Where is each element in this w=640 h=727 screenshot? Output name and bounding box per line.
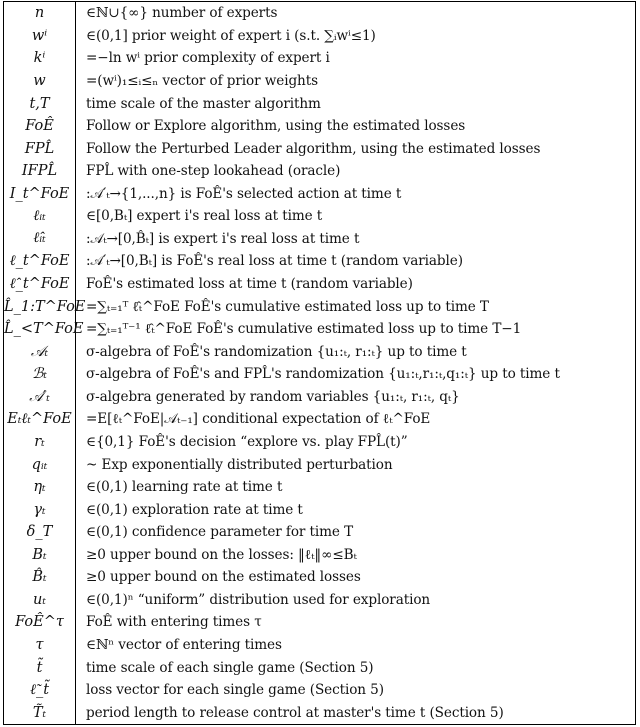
description-cell: ∈(0,1] prior weight of expert i (s.t. ∑ᵢwⁱ≤1) — [86, 27, 376, 44]
description-cell: FoÊ's estimated loss at time t (random variable) — [86, 276, 413, 293]
table-row — [4, 160, 635, 183]
description-cell: =(wⁱ)₁≤ᵢ≤ₙ vector of prior weights — [86, 72, 318, 89]
table-row — [4, 679, 635, 702]
symbol-cell: ηₜ — [33, 479, 46, 496]
description-cell: ≥0 upper bound on the losses: ‖ℓₜ‖∞≤Bₜ — [86, 546, 357, 563]
symbol-cell: ℓ_t^FoE — [9, 252, 70, 269]
table-row — [4, 115, 635, 138]
table-row — [4, 521, 635, 544]
table-row — [4, 295, 635, 318]
description-cell: ∈(0,1) exploration rate at time t — [86, 501, 303, 518]
table-row — [4, 498, 635, 521]
table-row — [4, 2, 635, 25]
symbol-cell: ℓᵢₜ — [33, 207, 46, 224]
symbol-cell: τ — [35, 637, 44, 654]
table-row — [4, 183, 635, 206]
symbol-cell: 𝒜ₜ — [30, 343, 49, 360]
table-row — [4, 589, 635, 612]
description-cell: =∑ₜ₌₁ᵀ ℓ̂ₜ^FoE FoÊ's cumulative estimated loss up to time T — [86, 298, 489, 315]
table-row — [4, 70, 635, 93]
symbol-cell: FPL̂ — [24, 140, 55, 157]
table-row — [4, 47, 635, 70]
description-cell: σ-algebra generated by random variables {u₁:ₜ, r₁:ₜ, qₜ} — [86, 388, 460, 405]
description-cell: time scale of each single game (Section 5) — [86, 659, 374, 676]
description-cell: :𝒜ₜ→[0,B̂ₜ] is expert i's real loss at time t — [86, 230, 360, 247]
description-cell: Follow or Explore algorithm, using the estimated losses — [86, 118, 466, 135]
description-cell: ≥0 upper bound on the estimated losses — [86, 569, 361, 586]
description-cell: ∈{0,1} FoÊ's decision “explore vs. play FPL̂(t)” — [86, 433, 408, 450]
symbol-cell: T̃ₜ — [32, 704, 47, 721]
symbol-cell: FoÊ^τ — [15, 614, 64, 631]
table-row — [4, 544, 635, 567]
symbol-cell: t̃ — [36, 659, 43, 676]
description-cell: ∈(0,1)ⁿ “uniform” distribution used for exploration — [86, 591, 431, 608]
table-row — [4, 363, 635, 386]
symbol-cell: IFPL̂ — [21, 163, 58, 180]
notation-table — [3, 1, 636, 725]
table-row — [4, 656, 635, 679]
description-cell: time scale of the master algorithm — [86, 95, 321, 112]
symbol-cell: ℓ̂_t^FoE — [9, 275, 70, 292]
description-cell: =−ln wⁱ prior complexity of expert i — [86, 50, 330, 67]
table-row — [4, 453, 635, 476]
table-row — [4, 318, 635, 341]
description-cell: ∈ℕ∪{∞} number of experts — [86, 5, 278, 22]
description-cell: ~ Exp exponentially distributed perturbation — [86, 456, 393, 473]
symbol-cell: B̂ₜ — [32, 569, 47, 586]
table-rows — [4, 2, 635, 724]
description-cell: =E[ℓₜ^FoE|𝒜ₜ₋₁] conditional expectation of ℓₜ^FoE — [86, 411, 431, 428]
symbol-cell: 𝒜′ₜ — [29, 388, 50, 405]
symbol-cell: n — [34, 5, 45, 22]
symbol-cell: rₜ — [34, 433, 45, 450]
description-cell: period length to release control at master's time t (Section 5) — [86, 704, 504, 721]
table-row — [4, 25, 635, 48]
symbol-cell: uₜ — [33, 591, 46, 608]
table-row — [4, 137, 635, 160]
description-cell: ∈(0,1) learning rate at time t — [86, 479, 283, 496]
symbol-cell: δ_T — [26, 524, 53, 541]
table-row — [4, 386, 635, 409]
symbol-cell: L̂_<T^FoE — [4, 321, 84, 338]
table-row — [4, 611, 635, 634]
table-row — [4, 431, 635, 454]
symbol-cell: w — [33, 72, 46, 89]
table-row — [4, 250, 635, 273]
description-cell: ∈ℕⁿ vector of entering times — [86, 637, 282, 654]
symbol-cell: ℓ̃_t̃ — [29, 681, 50, 698]
description-cell: Follow the Perturbed Leader algorithm, using the estimated losses — [86, 140, 541, 157]
table-row — [4, 340, 635, 363]
symbol-cell: ℬₜ — [32, 366, 47, 383]
table-row — [4, 228, 635, 251]
description-cell: =∑ₜ₌₁ᵀ⁻¹ ℓ̂ₜ^FoE FoÊ's cumulative estimated loss up to time T−1 — [86, 321, 522, 338]
symbol-cell: t,T — [29, 95, 50, 112]
description-cell: loss vector for each single game (Section 5) — [86, 682, 384, 699]
symbol-cell: γₜ — [33, 501, 46, 518]
table-row — [4, 92, 635, 115]
symbol-cell: FoÊ — [25, 118, 54, 135]
description-cell: :𝒜′ₜ→{1,...,n} is FoÊ's selected action at time t — [86, 185, 402, 202]
description-cell: ∈[0,Bₜ] expert i's real loss at time t — [86, 208, 323, 225]
symbol-cell: Bₜ — [32, 546, 47, 563]
description-cell: :𝒜′ₜ→[0,Bₜ] is FoÊ's real loss at time t (random variable) — [86, 253, 463, 270]
table-row — [4, 701, 635, 724]
description-cell: σ-algebra of FoÊ's randomization {u₁:ₜ, r₁:ₜ} up to time t — [86, 343, 467, 360]
description-cell: FoÊ with entering times τ — [86, 614, 262, 631]
symbol-cell: qᵢₜ — [31, 456, 48, 473]
table-row — [4, 408, 635, 431]
table-row — [4, 566, 635, 589]
table-row — [4, 205, 635, 228]
symbol-cell: L̂_1:T^FoE — [4, 298, 86, 315]
table-row — [4, 476, 635, 499]
symbol-cell: I_t^FoE — [9, 185, 70, 202]
description-cell: ∈(0,1) confidence parameter for time T — [86, 524, 354, 541]
description-cell: σ-algebra of FoÊ's and FPL̂'s randomization {u₁:ₜ,r₁:ₜ,q₁:ₜ} up to time t — [86, 366, 560, 383]
symbol-cell: Eₜℓₜ^FoE — [7, 410, 72, 427]
symbol-cell: kⁱ — [33, 50, 46, 67]
table-row — [4, 634, 635, 657]
symbol-cell: ℓ̂ᵢₜ — [33, 230, 46, 247]
table-row — [4, 273, 635, 296]
symbol-cell: wⁱ — [31, 27, 48, 44]
description-cell: FPL̂ with one-step lookahead (oracle) — [86, 163, 341, 180]
